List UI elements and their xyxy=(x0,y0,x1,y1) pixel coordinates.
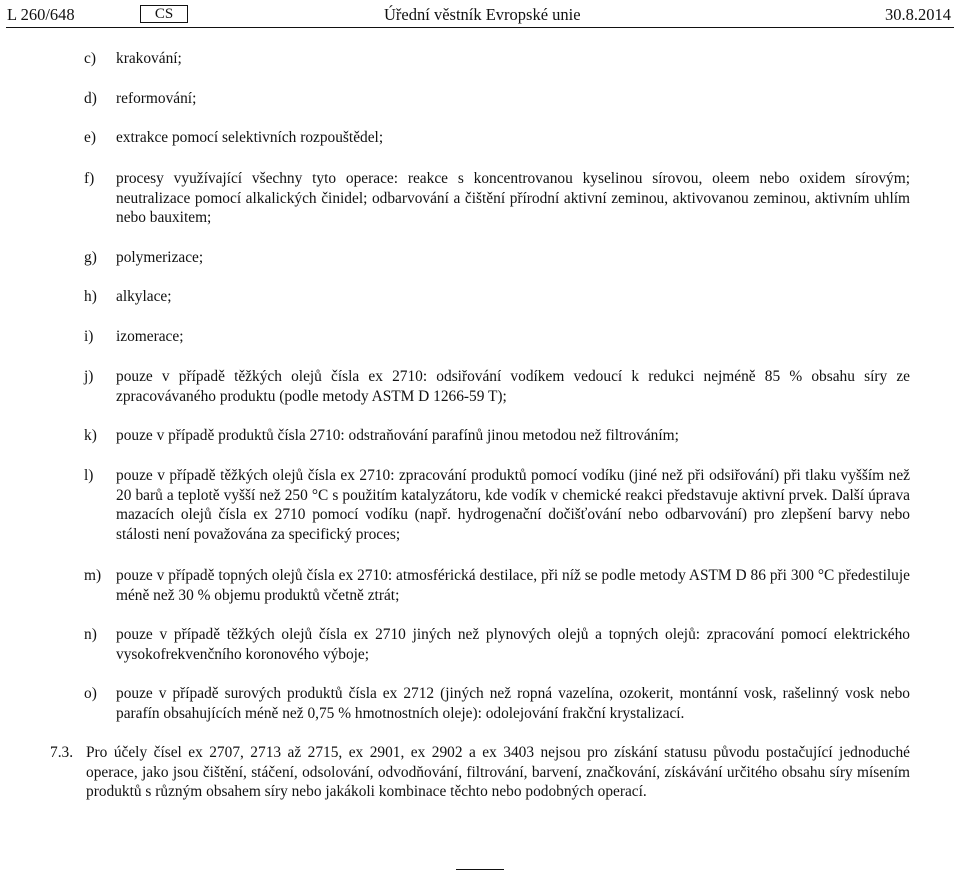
item-label: c) xyxy=(84,50,96,67)
paragraph-text: Pro účely čísel ex 2707, 2713 až 2715, ex 2901, ex 2902 a ex 3403 nejsou pro získání statusu původu postačující jednoduché operace, jako jsou čištění, stáčení, odsolování, odvodňování, filtrování, barvení, značkování, získávání určitého obsahu síry mísením produktů s různým obsahem síry nebo jakákoli kombinace těchto nebo podobných operací. xyxy=(86,744,910,800)
footer-rule xyxy=(456,869,504,870)
list-item-d xyxy=(84,89,910,109)
item-text: extrakce pomocí selektivních rozpouštědel; xyxy=(116,129,384,146)
item-label: j) xyxy=(84,368,94,385)
item-label: m) xyxy=(84,567,102,584)
item-label: g) xyxy=(84,249,97,266)
item-label: n) xyxy=(84,626,97,643)
list-item-c xyxy=(84,49,910,69)
header-rule xyxy=(6,27,954,28)
list-item-m xyxy=(84,566,910,605)
item-text: pouze v případě produktů čísla 2710: odstraňování parafínů jinou metodou než filtrováním; xyxy=(116,427,679,444)
item-label: o) xyxy=(84,685,97,702)
item-text: krakování; xyxy=(116,50,182,67)
list-item-g xyxy=(84,248,910,268)
item-label: h) xyxy=(84,288,97,305)
item-text: izomerace; xyxy=(116,328,184,345)
item-label: d) xyxy=(84,90,97,107)
language-code: CS xyxy=(140,5,188,23)
item-label: k) xyxy=(84,427,97,444)
page-number: L 260/648 xyxy=(7,5,75,24)
item-text: pouze v případě těžkých olejů čísla ex 2710 jiných než plynových olejů a topných olejů: zpracování pomocí elektrického vysokofrekvenčního koronového výboje; xyxy=(116,626,910,663)
list-item-h xyxy=(84,287,910,307)
publication-date: 30.8.2014 xyxy=(885,5,951,24)
item-label: e) xyxy=(84,129,96,146)
item-text: pouze v případě těžkých olejů čísla ex 2710: odsiřování vodíkem vedoucí k redukci nejméně 85 % obsahu síry ze zpracovávaného produktu (podle metody ASTM D 1266-59 T); xyxy=(116,368,910,405)
item-text: pouze v případě těžkých olejů čísla ex 2710: zpracování produktů pomocí vodíku (jiné než při odsiřování) při tlaku vyšším než 20 barů a teplotě vyšší než 250 °C s použitím katalyzátoru, kde vodík v chemické reakci představuje aktivní prvek. Další úprava mazacích olejů čísla ex 2710 pomocí vodíku (např. hydrogenační dočišťování nebo odbarvování) pro zlepšení barvy nebo stálosti není považována za specifický proces; xyxy=(116,467,910,543)
list-item-f xyxy=(84,169,910,228)
item-text: polymerizace; xyxy=(116,249,204,266)
journal-title: Úřední věstník Evropské unie xyxy=(384,5,581,24)
item-label: l) xyxy=(84,467,94,484)
list-item-o xyxy=(84,684,910,723)
list-item-l xyxy=(84,466,910,544)
paragraph-number: 7.3. xyxy=(50,744,74,761)
list-item-j xyxy=(84,367,910,406)
paragraph-7-3 xyxy=(50,743,910,802)
item-label: i) xyxy=(84,328,94,345)
list-item-k xyxy=(84,426,910,446)
item-text: procesy využívající všechny tyto operace: reakce s koncentrovanou kyselinou sírovou, oleem nebo oxidem sírovým; neutralizace pomocí alkalických činidel; odbarvování a čištění přírodní aktivní zeminou, aktivovanou zeminou, aktivním uhlím nebo bauxitem; xyxy=(116,170,910,226)
item-text: pouze v případě topných olejů čísla ex 2710: atmosférická destilace, při níž se podle metody ASTM D 86 při 300 °C předestiluje méně než 30 % objemu produktů včetně ztrát; xyxy=(116,567,910,604)
item-text: reformování; xyxy=(116,90,197,107)
list-item-e xyxy=(84,128,910,148)
list-item-i xyxy=(84,327,910,347)
page-header xyxy=(7,5,951,25)
list-item-n xyxy=(84,625,910,664)
item-text: pouze v případě surových produktů čísla ex 2712 (jiných než ropná vazelína, ozokerit, montánní vosk, rašelinný vosk nebo parafín obsahujících méně než 0,75 % hmotnostních oleje): odolejování frakční krystalizací. xyxy=(116,685,910,722)
item-text: alkylace; xyxy=(116,288,172,305)
item-label: f) xyxy=(84,170,95,187)
